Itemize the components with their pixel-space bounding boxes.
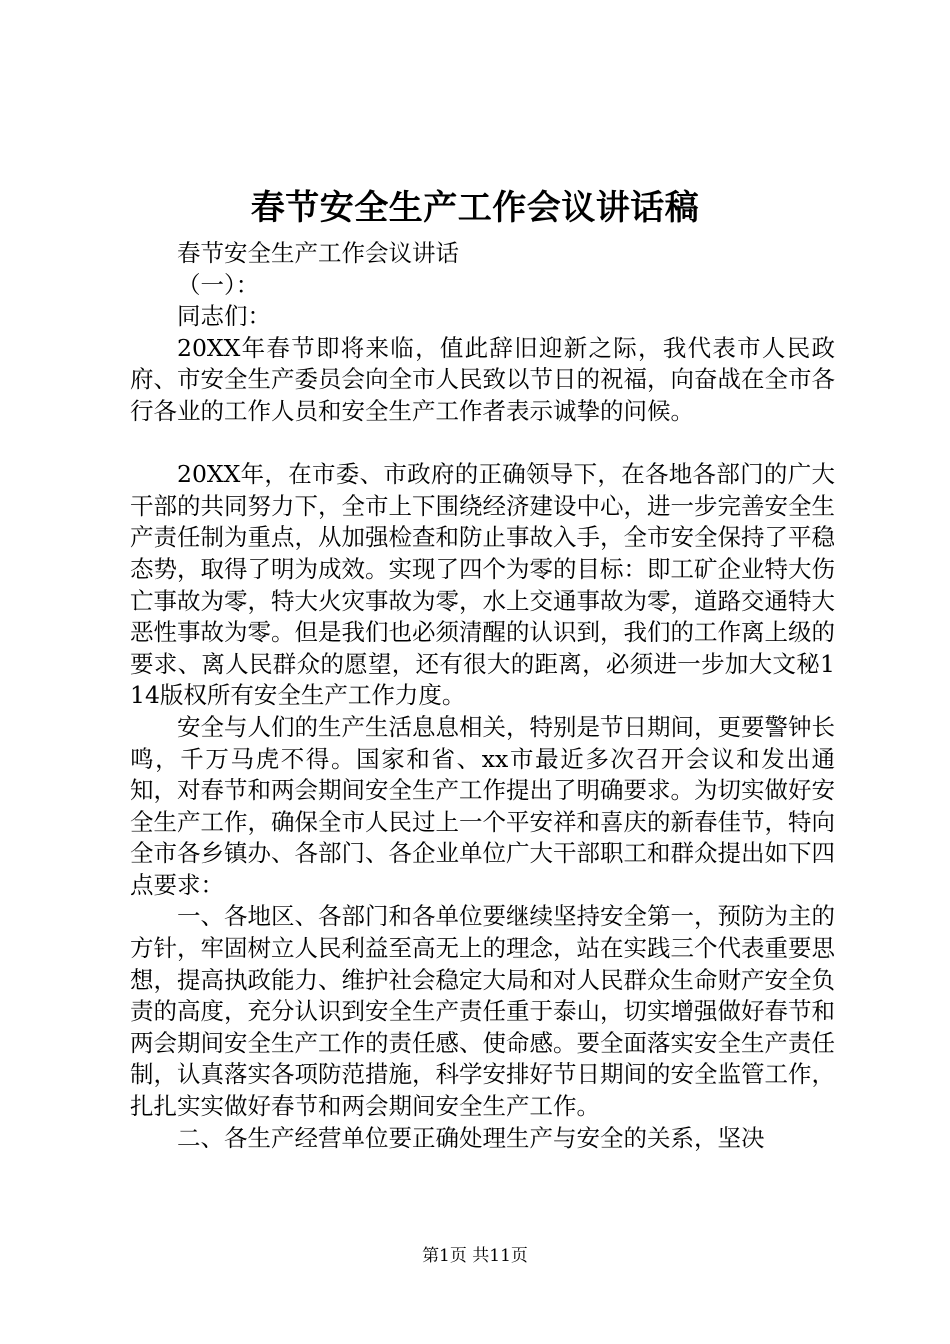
document-body — [130, 238, 835, 1154]
requirement-one-paragraph: 一、各地区、各部门和各单位要继续坚持安全第一，预防为主的方针，牢固树立人民利益至高无上的理念，站在实践三个代表重要思想，提高执政能力、维护社会稳定大局和对人民群众生命财产安全负责的高度，充分认识到安全生产责任重于泰山，切实增强做好春节和两会期间安全生产工作的责任感、使命感。要全面落实安全生产责任制，认真落实各项防范措施，科学安排好节日期间的安全监管工作，扎扎实实做好春节和两会期间安全生产工作。 — [130, 902, 835, 1121]
subtitle-paragraph: 春节安全生产工作会议讲话 — [177, 239, 459, 267]
safety-importance-paragraph: 安全与人们的生产生活息息相关，特别是节日期间，更要警钟长鸣，千万马虎不得。国家和省、xx市最近多次召开会议和发出通知，对春节和两会期间安全生产工作提出了明确要求。为切实做好安全生产工作，确保全市人民过上一个平安祥和喜庆的新春佳节，特向全市各乡镇办、各部门、各企业单位广大干部职工和群众提出如下四点要求： — [130, 712, 835, 899]
requirement-two-paragraph: 二、各生产经营单位要正确处理生产与安全的关系，坚决 — [177, 1123, 765, 1152]
review-paragraph: 20XX年，在市委、市政府的正确领导下，在各地各部门的广大干部的共同努力下，全市上下围绕经济建设中心，进一步完善安全生产责任制为重点，从加强检查和防止事故入手，全市安全保持了平稳态势，取得了明为成效。实现了四个为零的目标：即工矿企业特大伤亡事故为零，特大火灾事故为零，水上交通事故为零，道路交通特大恶性事故为零。但是我们也必须清醒的认识到，我们的工作离上级的要求、离人民群众的愿望，还有很大的距离，必须进一步加大文秘114版权所有安全生产工作力度。 — [130, 460, 835, 710]
document-title: 春节安全生产工作会议讲话稿 — [250, 188, 700, 228]
salutation-paragraph: 同志们： — [177, 302, 271, 331]
page-footer: 第1页 共11页 — [422, 1246, 528, 1266]
section-number-paragraph: （一）： — [177, 270, 260, 299]
greeting-paragraph: 20XX年春节即将来临，值此辞旧迎新之际，我代表市人民政府、市安全生产委员会向全市人民致以节日的祝福，向奋战在全市各行各业的工作人员和安全生产工作者表示诚挚的问候。 — [130, 333, 835, 425]
